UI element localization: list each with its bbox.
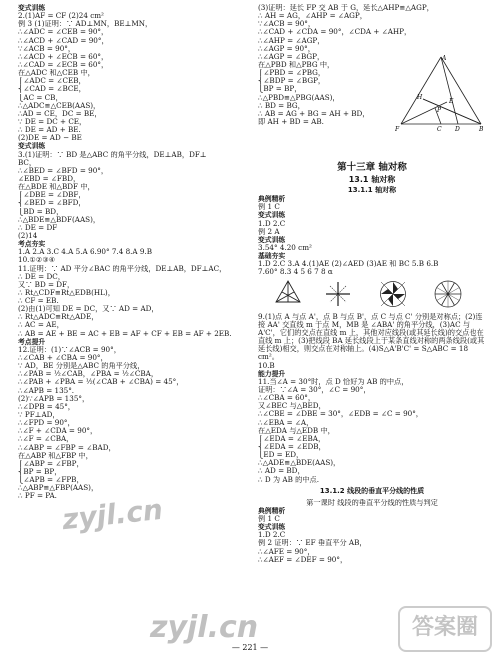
text-line: 3.(1)证明：∵ BD 是△ABC 的角平分线，DE⊥AB，DF⊥ (18, 150, 207, 159)
section-heading: 变式训练 (258, 235, 286, 244)
text-line: ∴∠CAD = ∠ECB = 60°， (18, 60, 109, 69)
text-line: 1.D 2.C (258, 219, 286, 228)
text-line: ⎧∠DBE = ∠DBF， (18, 191, 86, 200)
text-line: ∴ AB = AE + BE = AC + EB = AF + CF + EB = AF + 2EB. (18, 329, 232, 338)
text-line: (2)14 (18, 231, 38, 240)
text-line: ∴∠EBA = ∠A， (258, 418, 314, 427)
subsection2-title: 13.1.2 线段的垂直平分线的性质 (319, 486, 425, 495)
triangle-star-figure (276, 281, 300, 302)
text-line: 11.当∠A = 30°时，点 D 恰好为 AB 的中点， (258, 377, 409, 386)
text-line: ∴ DE = DF (18, 223, 58, 232)
figure-label-b: B (479, 126, 484, 133)
lesson-title: 第一课时 线段的垂直平分线的性质与判定 (306, 498, 438, 507)
text-line: ∴∠PAB = ½∠CAB，∠PBA = ½∠CBA， (18, 370, 159, 379)
text-line: ⎨∠BDP = ∠BGP， (258, 77, 326, 86)
figure-label-f: F (395, 126, 400, 133)
text-line: ⎧∠ADC = ∠CEB， (18, 77, 86, 86)
text-line: ∴ AC = AE， (18, 321, 64, 330)
text-line: 10.B (258, 361, 275, 370)
text-line: 2.(1)AF = CF (2)24 cm² (18, 12, 104, 21)
text-line: ∴∠CBA = 60°， (258, 394, 316, 403)
text-line: (2)DE = AD − BE (18, 134, 82, 143)
text-line: ⎩∠APB = ∠FPB， (18, 476, 84, 485)
text-line: ⎧∠EDA = ∠EBA， (258, 434, 326, 443)
text-line: ∴∠APB = 135°. (18, 386, 75, 395)
text-line: ∴∠ABP = ∠FBP = ∠BAD， (18, 443, 116, 452)
chapter-title: 第十三章 轴对称 (337, 162, 407, 174)
text-line: (3)证明：延长 FP 交 AB 于 G，延长△AHP≌△AGP， (258, 4, 434, 12)
watermark-text-bottom: zyjl.cn (150, 610, 259, 645)
text-line: 例 2 A (258, 227, 280, 236)
text-line: ∵ PF⊥AD， (18, 411, 60, 420)
text-line: 在△PBD 和△PBG 中， (258, 60, 335, 69)
text-line: ∴∠PAB + ∠PBA = ½(∠CAB + ∠CBA) = 45°， (18, 378, 184, 387)
page-number: — 221 — (231, 643, 269, 652)
text-line: ∴ PF = PA. (18, 492, 57, 501)
text-line: 又∠BEC 与△BED， (258, 402, 326, 411)
text-line: 7.60° 8.3 4 5 6 7 8 α (258, 268, 333, 277)
text-line: ∵ DE = DC + CE， (18, 117, 87, 126)
text-line: (2)∵∠APB = 135°， (18, 394, 90, 403)
symmetry-figures (258, 277, 486, 311)
text-line: ∴∠FPD = 90°， (18, 419, 75, 428)
text-line: 12.证明：(1)∵∠ACB = 90°， (18, 345, 121, 354)
text-line: ⎩BP = BP， (258, 85, 302, 94)
section-heading: 变式训练 (18, 4, 46, 12)
watermark-logo: 答案圈 (398, 606, 492, 652)
text-line: ⎨BP = BP， (18, 468, 62, 477)
text-line: ∴△PBD≌△PBG(AAS)， (258, 93, 340, 102)
text-line: ∴∠AGP = 90°， (258, 44, 315, 53)
text-line: BC， (18, 158, 37, 167)
text-line: 11.证明：∵ AD 平分∠BAC 的角平分线，DE⊥AB，DF⊥AC， (18, 264, 227, 273)
text-line: ∴∠AEF = ∠DEF = 90°， (258, 555, 348, 564)
text-line: 在△ADC 和△CEB 中， (18, 69, 95, 78)
snowflake-figure (435, 281, 461, 307)
text-line: ∵ AD，BE 分别是△ABC 的角平分线， (18, 362, 145, 371)
text-line: ⎩ED = ED， (258, 451, 304, 460)
text-line: ∴ DE = AD + BE. (18, 126, 81, 135)
text-line: 1.D 2.C 3.A 4.(1)AE (2)∠AED (3)AE 和 BC 5.B 6.B (258, 260, 439, 269)
text-line: ∴ BD = BG， (258, 101, 305, 110)
text-line: 3.54° 4.20 cm² (258, 243, 312, 252)
section-heading: 典例精析 (258, 506, 286, 515)
text-line: ∴∠AFE = 90°， (258, 547, 315, 556)
right-mid-answers (258, 195, 486, 276)
section-title: 13.1 轴对称 (348, 175, 396, 185)
text-line: ∴ DE = DC， (18, 272, 65, 281)
text-line: 1.D 2.C (258, 531, 286, 540)
figure-label-c: C (437, 126, 442, 133)
text-line: ⎨∠CAD = ∠BCE， (18, 85, 86, 94)
text-line: ∴∠CAD + ∠CDA = 90°，∠CDA + ∠AHP， (258, 28, 412, 37)
text-line: ∴∠AGP = ∠BGP， (258, 52, 325, 61)
text-line: ∴ AH = AG，∠AHP = ∠AGP， (258, 12, 367, 21)
text-line: ∵∠ACB = 90°， (258, 20, 316, 29)
section-heading: 考点夯实 (18, 240, 46, 249)
text-line: ⎧∠ABP = ∠FBP， (18, 459, 84, 468)
text-line: ⎩AC = CB， (18, 93, 63, 102)
text-line: 例 2 证明：∵ EF 垂直平分 AB， (258, 539, 367, 548)
text-line: ⎧∠PBD = ∠PBG， (258, 69, 326, 78)
text-line: ∴∠AHP = ∠AGP， (258, 36, 325, 45)
text-line: (2)由(1)可知 DE = DC，又∵ AD = AD， (18, 305, 159, 314)
text-line: ∴∠CAB + ∠CBA = 90°， (18, 354, 108, 363)
section-heading: 能力提升 (258, 369, 286, 378)
text-line: 10.①②③④ (18, 256, 56, 265)
text-line: ⎨∠BED = ∠BFD， (18, 199, 86, 208)
figure-label-e: E (449, 98, 454, 105)
text-line: ∴∠F + ∠CDA = 90°， (18, 427, 98, 436)
watermark-text: zyjl.cn (60, 492, 165, 537)
text-line: ∴ AD = BD， (258, 467, 305, 476)
text-line: 在△ABP 和△FBP 中， (18, 451, 93, 460)
figure-label-p: P (437, 107, 442, 114)
text-line: ∴ AB = AG + BG = AH + BD， (258, 109, 370, 118)
text-line: ∴△ADC≌△CEB(AAS)， (18, 101, 101, 110)
text-line: ∴∠DPB = 45°， (18, 402, 75, 411)
text-line: ∴∠CBE = ∠DBE = 30°，∠EDB = ∠C = 90°， (258, 410, 423, 419)
text-line: ∵∠ACB = 90°， (18, 44, 76, 53)
left-column (18, 4, 254, 501)
figure-label-d: D (455, 126, 460, 133)
text-line: ∴ D 为 AB 的中点. (258, 475, 319, 484)
text-line: 例 1 C (258, 203, 280, 212)
section-heading: 考点提升 (18, 337, 46, 346)
answer-9-paragraph: 9.(1)点 A 与点 A'，点 B 与点 B'，点 C 与点 C' 分别是对称点；(2)连接 AA' 交直线 m 于点 M，MB 是 ∠ABA' 的角平分线，(3)AC 与 A'C'，它们的交点在直线 m 上，其他对应线段(或其延长线)的交点也在直线 m 上；(3)把线段 BA 延长线段上于某条直线对称的两条线段(或其延长线)相交，则交点在对称轴上。(4)S△A'B'C' = S△ABC = 18 cm²。 (258, 312, 485, 362)
text-line: 又∵ BD = DF， (18, 280, 75, 289)
section-heading: 变式训练 (258, 211, 286, 220)
section-heading: 典例精析 (258, 195, 286, 204)
section-heading: 变式训练 (258, 523, 286, 532)
text-line: ∴∠ACD + ∠ECB = 60°， (18, 52, 109, 61)
text-line: 1.A 2.A 3.C 4.A 5.A 6.90° 7.4 8.A 9.B (18, 248, 153, 257)
text-line: ∴∠ACD + ∠CAD = 90°， (18, 36, 109, 45)
text-line: ∴ CF = EB. (18, 297, 59, 306)
text-line: ∴△ADE≌△BDE(AAS)， (258, 459, 341, 468)
right-low-answers (258, 362, 486, 484)
text-line: ⎨∠EDA = ∠EDB， (258, 442, 326, 451)
cross-figure (326, 282, 350, 306)
figure-label-h: H (417, 94, 423, 101)
text-line: ∴ Rt△ADC≌Rt△ADE， (18, 313, 99, 322)
text-line: ∴∠F = ∠CBA， (18, 435, 74, 444)
text-line: 例 3 (1)证明：∵ AD⊥MN，BE⊥MN， (18, 20, 153, 29)
text-line: ∠EBD = ∠FBD， (18, 174, 81, 183)
text-line: 例 1 C (258, 514, 280, 523)
subsection-title: 13.1.1 轴对称 (347, 186, 397, 195)
text-line: 即 AH + BD = AB. (258, 117, 324, 126)
section-heading: 基础夯实 (258, 252, 286, 261)
geometry-figure (395, 54, 487, 134)
text-line: 在△BDE 和△BDF 中， (18, 183, 95, 192)
section-heading: 变式训练 (18, 142, 46, 151)
text-line: ⎩BD = BD， (18, 207, 64, 216)
text-line: 在△EDA 与△EDB 中， (258, 426, 335, 435)
figure-label-a: A (442, 55, 447, 62)
text-line: 证明：∵∠A = 30°，∠C = 90°， (258, 385, 371, 394)
pinwheel-figure (381, 281, 406, 306)
text-line: ∴AD = CE，DC = BE， (18, 109, 102, 118)
right-end-answers (258, 507, 486, 564)
text-line: ∴△BDE≌△BDF(AAS)， (18, 215, 101, 224)
text-line: ∴∠BED = ∠BFD = 90°， (18, 166, 109, 175)
text-line: ∴△ABP≌△FBP(AAS)， (18, 484, 99, 493)
text-line: ∴ Rt△CDF≌Rt△EDB(HL)， (18, 288, 115, 297)
text-line: ∴∠ADC = ∠CEB = 90°， (18, 28, 109, 37)
